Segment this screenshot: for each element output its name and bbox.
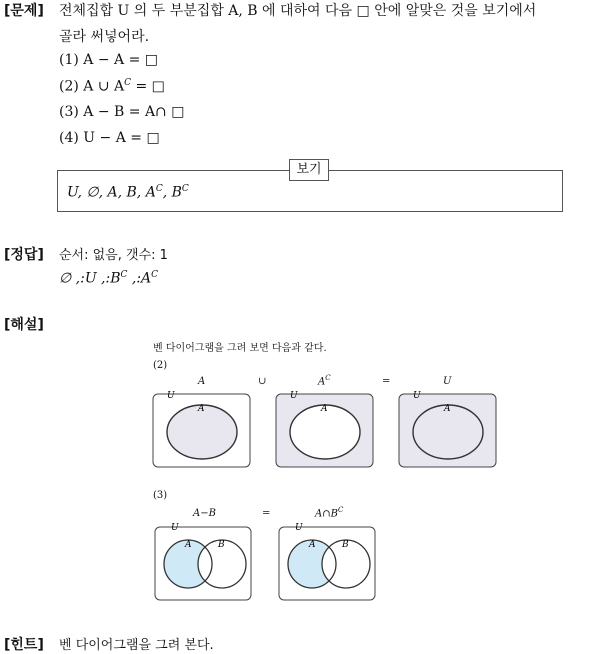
problem-label: [문제] <box>4 3 44 19</box>
problem-item-2: (2) A ∪ $A^C$ = □ <box>59 78 165 95</box>
part2-header-eq: = <box>382 376 391 387</box>
set-a-label: A <box>198 404 205 414</box>
universe-label: U <box>413 391 421 401</box>
answer-line1: 순서: 없음, 갯수: 1 <box>59 248 168 263</box>
problem-line2: 골라 써넣어라. <box>59 29 150 45</box>
set-b-label: B <box>342 540 349 550</box>
hint-text: 벤 다이어그램을 그려 본다. <box>59 638 214 653</box>
problem-item-4: (4) U − A = □ <box>59 130 160 146</box>
set-b-label: B <box>218 540 225 550</box>
part3-header-a-minus-b: A−B <box>193 508 216 519</box>
venn-3-a-cap-bc <box>279 523 375 600</box>
venn-2-u <box>399 391 496 467</box>
universe-label: U <box>167 391 175 401</box>
venn-3-a-minus-b <box>155 523 251 600</box>
problem-item-3: (3) A − B = A∩ □ <box>59 104 185 120</box>
universe-label: U <box>171 523 179 533</box>
part2-header-a: A <box>198 376 206 387</box>
venn-2-a <box>153 391 250 467</box>
set-a-label: A <box>321 404 328 414</box>
part3-header-a-cap-bc: $A\cap B^C$ <box>315 506 344 520</box>
hint-label: [힌트] <box>4 637 44 653</box>
set-a-label: A <box>185 540 192 550</box>
part2-label: (2) <box>153 360 168 371</box>
bogi-title: 보기 <box>289 159 329 181</box>
universe-label: U <box>290 391 298 401</box>
explanation-label: [해설] <box>4 317 44 333</box>
bogi-items: U, ∅, A, B, $A^C$, $B^C$ <box>67 184 189 201</box>
problem-item-1: (1) A − A = □ <box>59 52 158 68</box>
part2-header-ac: $A^C$ <box>318 374 331 388</box>
venn-2-ac <box>276 391 373 467</box>
answer-label: [정답] <box>4 247 44 263</box>
set-a-label: A <box>444 404 451 414</box>
figure-caption: 벤 다이어그램을 그려 보면 다음과 같다. <box>153 343 327 354</box>
universe-label: U <box>295 523 303 533</box>
set-a-label: A <box>309 540 316 550</box>
part3-header-eq: = <box>262 508 271 519</box>
part3-label: (3) <box>153 490 168 501</box>
answer-line2: ∅ ,:U $,:B^C$ $,:A^C$ <box>59 270 159 287</box>
part2-header-union: ∪ <box>258 376 267 387</box>
part2-header-u: U <box>443 376 452 387</box>
problem-line1: 전체집합 U 의 두 부분집합 A, B 에 대하여 다음 □ 안에 알맞은 것을 보기에서 <box>59 3 537 19</box>
